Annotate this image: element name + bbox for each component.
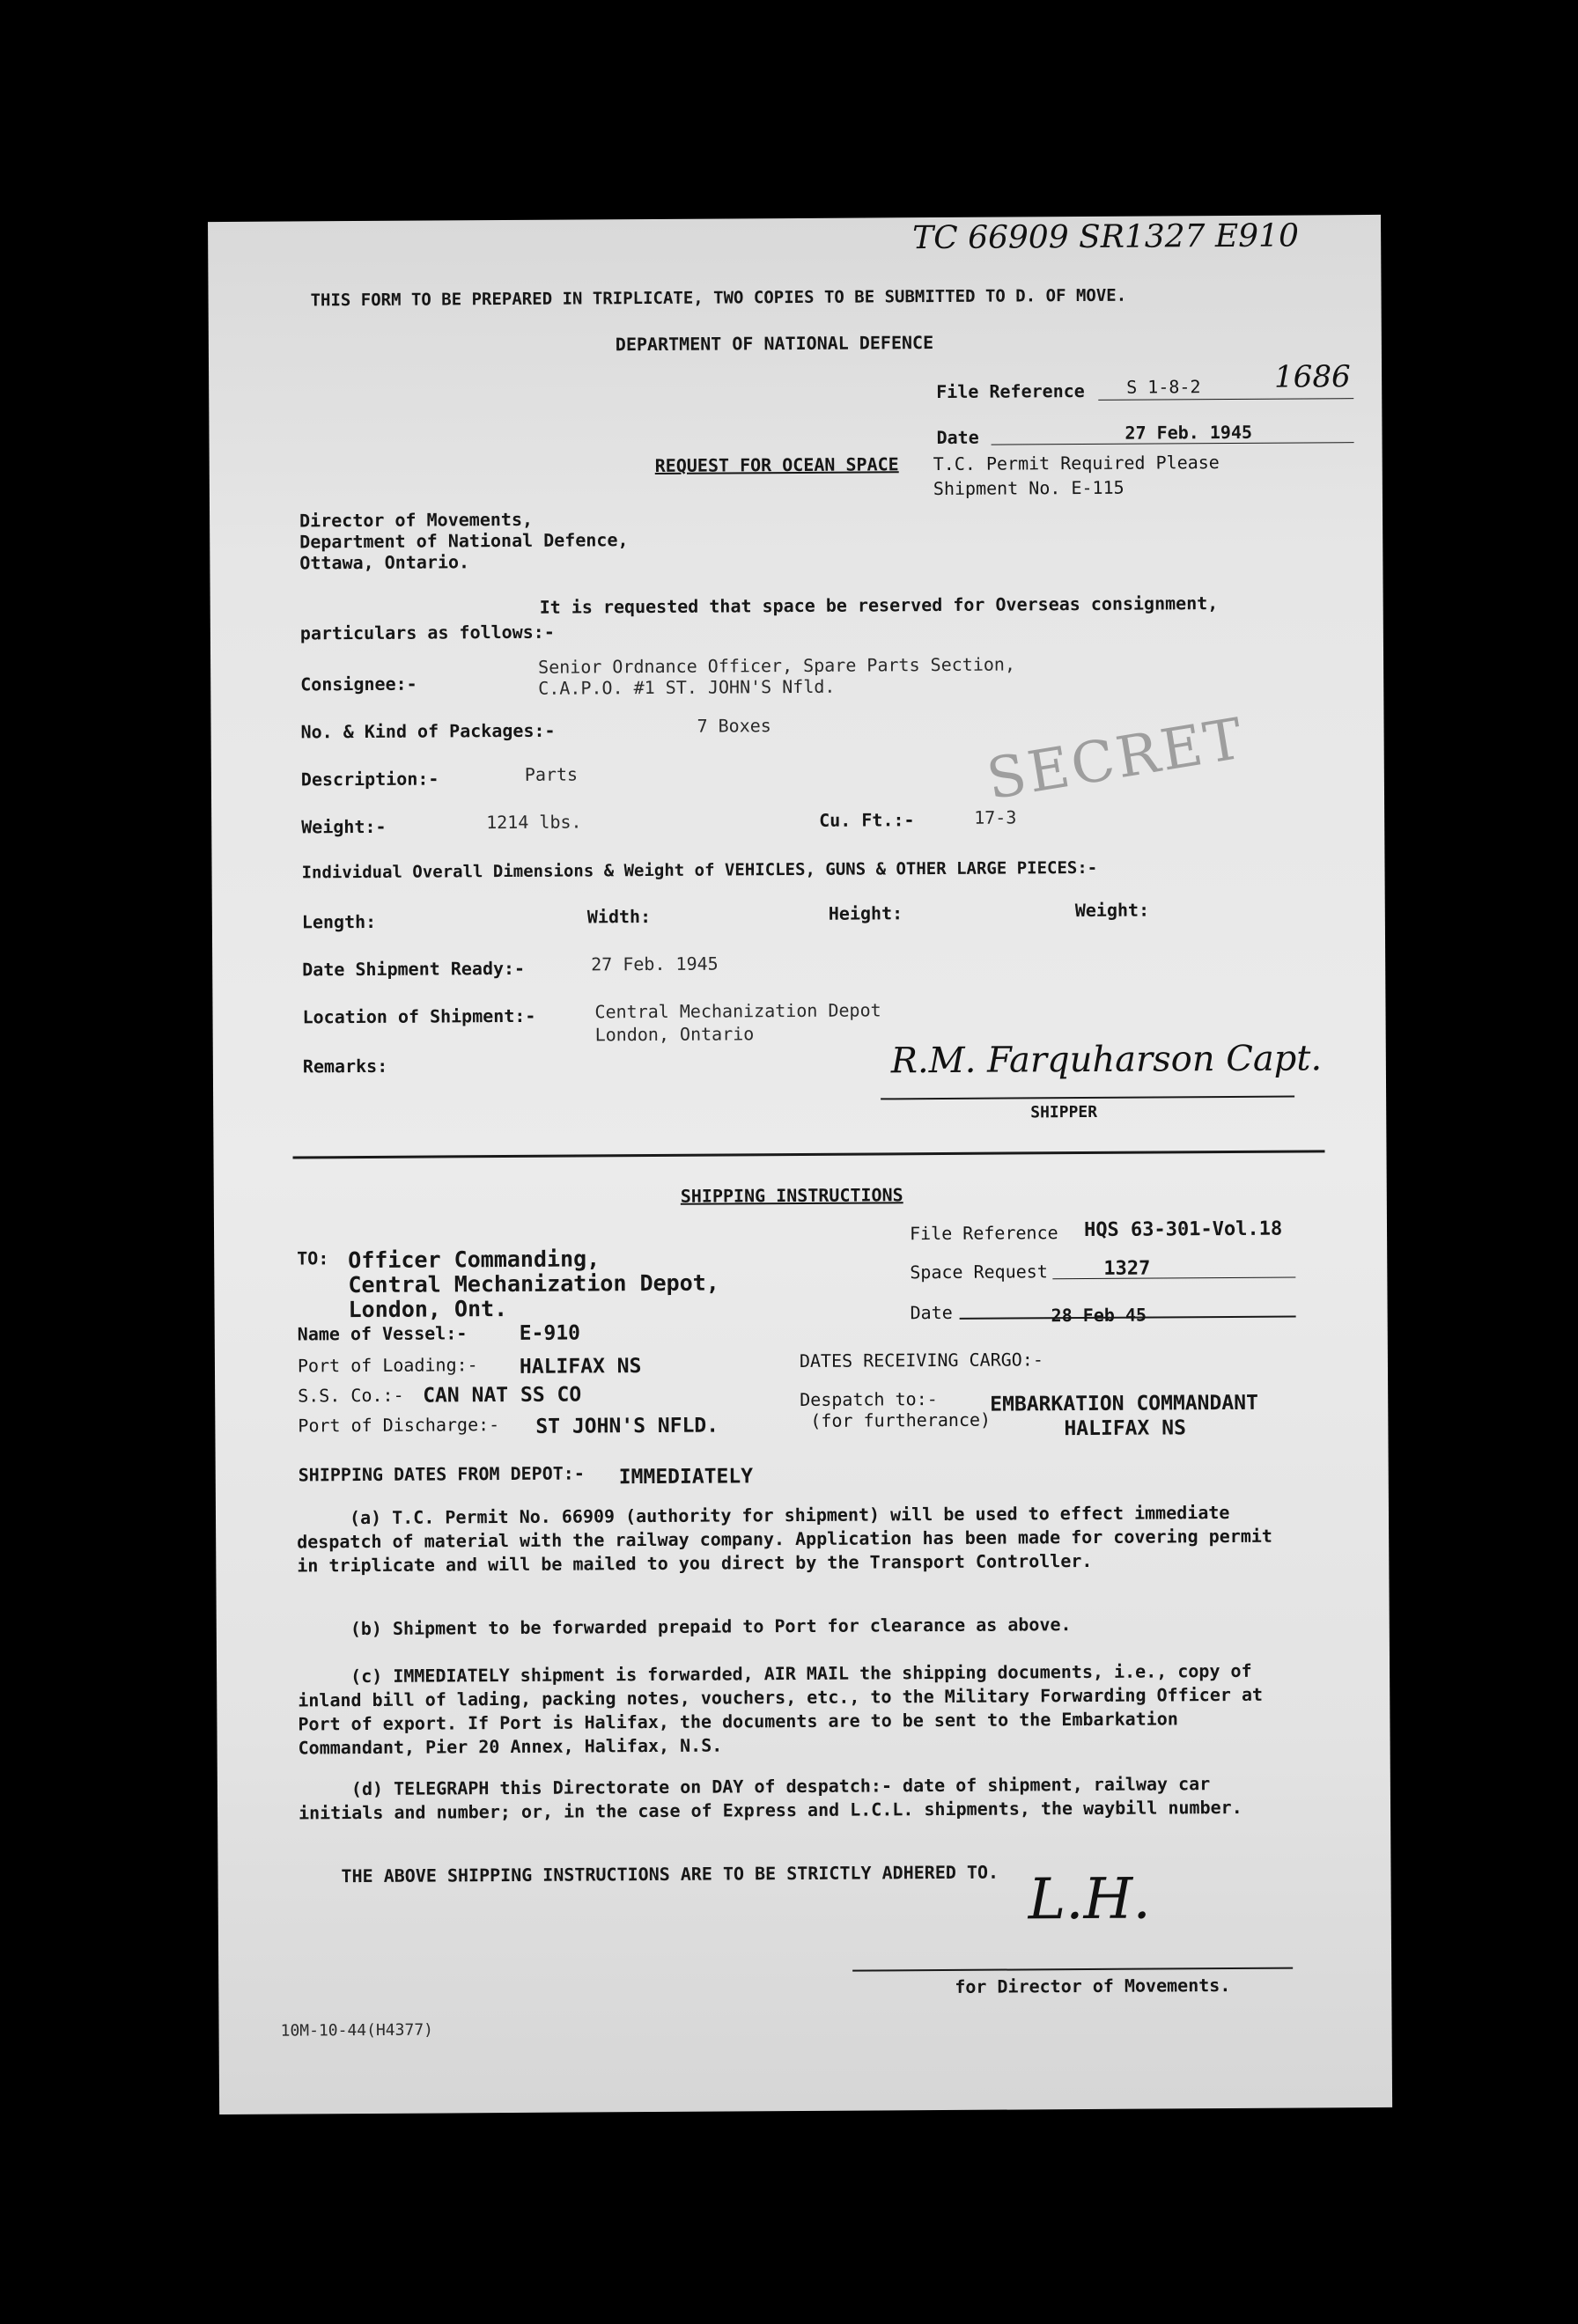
shipping-file-ref-label: File Reference — [909, 1222, 1058, 1245]
paragraph-a: (a) T.C. Permit No. 66909 (authority for shipment) will be used to effect immediate despatch of material with the railway company. Application has been made for covering permit in triplicate and will be mailed to you direct by the Transport Controller. — [297, 1502, 1273, 1577]
shipment-number: Shipment No. E-115 — [933, 476, 1125, 500]
request-intro-continued: particulars as follows:- — [299, 621, 555, 644]
to-line-2: Central Mechanization Depot, — [348, 1269, 719, 1298]
location-line-2: London, Ontario — [594, 1023, 755, 1046]
vessel-value: E-910 — [519, 1321, 581, 1345]
to-line-1: Officer Commanding, — [348, 1246, 601, 1274]
shipping-date-value: 28 Feb 45 — [1051, 1304, 1147, 1327]
request-intro: It is requested that space be reserved for Overseas consignment, — [539, 592, 1219, 618]
height-label: Height: — [828, 902, 903, 924]
consignee-line-1: Senior Ordnance Officer, Spare Parts Section, — [538, 653, 1016, 678]
form-instruction: THIS FORM TO BE PREPARED IN TRIPLICATE, TWO COPIES TO BE SUBMITTED TO D. OF MOVE. — [310, 285, 1127, 311]
remarks-label: Remarks: — [302, 1055, 388, 1077]
ss-company-value: CAN NAT SS CO — [423, 1383, 582, 1408]
dates-from-depot-label: SHIPPING DATES FROM DEPOT:- — [298, 1462, 585, 1486]
length-label: Length: — [301, 910, 377, 933]
dimensions-heading: Individual Overall Dimensions & Weight of VEHICLES, GUNS & OTHER LARGE PIECES:- — [301, 857, 1098, 883]
despatch-value-2: HALIFAX NS — [1064, 1416, 1186, 1441]
secret-stamp: SECRET — [982, 706, 1250, 813]
cubic-feet-label: Cu. Ft.:- — [819, 809, 915, 831]
dimension-weight-label: Weight: — [1074, 899, 1150, 922]
paragraph-c: (c) IMMEDIATELY shipment is forwarded, AIR MAIL the shipping documents, i.e., copy of inland bill of lading, packing notes, vouchers, etc., to the Military Forwarding Officer at Port of export. If Port is Halifax, the documents are to be sent to the Embarkation Commandant, Pier 20 Annex, Halifax, N.S. — [298, 1659, 1264, 1759]
space-request-label: Space Request — [910, 1261, 1048, 1283]
file-reference-value: S 1-8-2 — [1126, 376, 1201, 398]
director-signature-line — [852, 1967, 1293, 1972]
to-line-3: London, Ont. — [348, 1296, 508, 1323]
description-label: Description:- — [300, 768, 439, 791]
consignee-line-2: C.A.P.O. #1 ST. JOHN'S Nfld. — [538, 675, 836, 699]
document-page — [208, 215, 1392, 2114]
section-divider — [292, 1150, 1324, 1158]
paragraph-d: (d) TELEGRAPH this Directorate on DAY of despatch:- date of shipment, railway car initials and number; or, in the case of Express and L.C.L. shipments, the waybill number. — [298, 1773, 1242, 1824]
despatch-sub-label: (for furtherance) — [810, 1408, 992, 1431]
space-request-value: 1327 — [1103, 1257, 1151, 1280]
paragraph-b: (b) Shipment to be forwarded prepaid to Port for clearance as above. — [350, 1614, 1072, 1640]
file-reference-label: File Reference — [936, 379, 1085, 403]
shipping-date-label: Date — [910, 1301, 953, 1324]
for-director-label: for Director of Movements. — [955, 1975, 1231, 1997]
packages-value: 7 Boxes — [697, 715, 771, 737]
despatch-label: Despatch to:- — [800, 1388, 938, 1410]
ready-date-value: 27 Feb. 1945 — [591, 952, 719, 975]
location-line-1: Central Mechanization Depot — [594, 999, 881, 1023]
weight-value: 1214 lbs. — [486, 811, 582, 834]
addressee-line-1: Director of Movements, — [299, 508, 534, 532]
tc-permit-note: T.C. Permit Required Please — [933, 452, 1220, 475]
space-request-underline — [1052, 1277, 1295, 1280]
shipper-signature: R.M. Farquharson Capt. — [890, 1038, 1323, 1082]
addressee-line-2: Department of National Defence, — [299, 529, 629, 553]
file-reference-underline — [1098, 398, 1353, 401]
department-heading: DEPARTMENT OF NATIONAL DEFENCE — [615, 332, 934, 356]
signature-line — [881, 1096, 1294, 1100]
ss-company-label: S.S. Co.:- — [298, 1384, 404, 1407]
cubic-feet-value: 17-3 — [974, 806, 1017, 828]
request-title: REQUEST FOR OCEAN SPACE — [654, 453, 899, 476]
ready-date-label: Date Shipment Ready:- — [302, 957, 526, 981]
shipping-instructions-title: SHIPPING INSTRUCTIONS — [680, 1184, 903, 1207]
adhered-notice: THE ABOVE SHIPPING INSTRUCTIONS ARE TO BE STRICTLY ADHERED TO. — [341, 1861, 999, 1887]
date-label: Date — [936, 426, 979, 449]
handwritten-reference: TC 66909 SR1327 E910 — [912, 217, 1300, 257]
packages-label: No. & Kind of Packages:- — [300, 719, 556, 743]
shipper-label: SHIPPER — [1030, 1102, 1098, 1122]
port-discharge-label: Port of Discharge:- — [298, 1414, 500, 1437]
addressee-line-3: Ottawa, Ontario. — [299, 551, 470, 574]
width-label: Width: — [586, 906, 652, 928]
file-reference-handwritten: 1686 — [1273, 359, 1351, 395]
receiving-cargo-label: DATES RECEIVING CARGO:- — [799, 1349, 1043, 1372]
vessel-label: Name of Vessel:- — [297, 1322, 468, 1345]
port-loading-value: HALIFAX NS — [519, 1355, 642, 1379]
weight-label: Weight:- — [301, 815, 387, 838]
despatch-value-1: EMBARKATION COMMANDANT — [990, 1391, 1258, 1416]
to-label: TO: — [297, 1247, 329, 1269]
director-signature: L.H. — [1028, 1866, 1151, 1933]
dates-from-depot-value: IMMEDIATELY — [618, 1465, 754, 1489]
date-value: 27 Feb. 1945 — [1125, 421, 1253, 444]
port-discharge-value: ST JOHN'S NFLD. — [535, 1414, 719, 1438]
consignee-label: Consignee:- — [300, 673, 417, 695]
port-loading-label: Port of Loading:- — [297, 1354, 478, 1377]
description-value: Parts — [524, 763, 579, 785]
shipping-file-ref-value: HQS 63-301-Vol.18 — [1083, 1217, 1283, 1242]
form-code: 10M-10-44(H4377) — [280, 2020, 434, 2041]
location-label: Location of Shipment:- — [302, 1004, 536, 1028]
